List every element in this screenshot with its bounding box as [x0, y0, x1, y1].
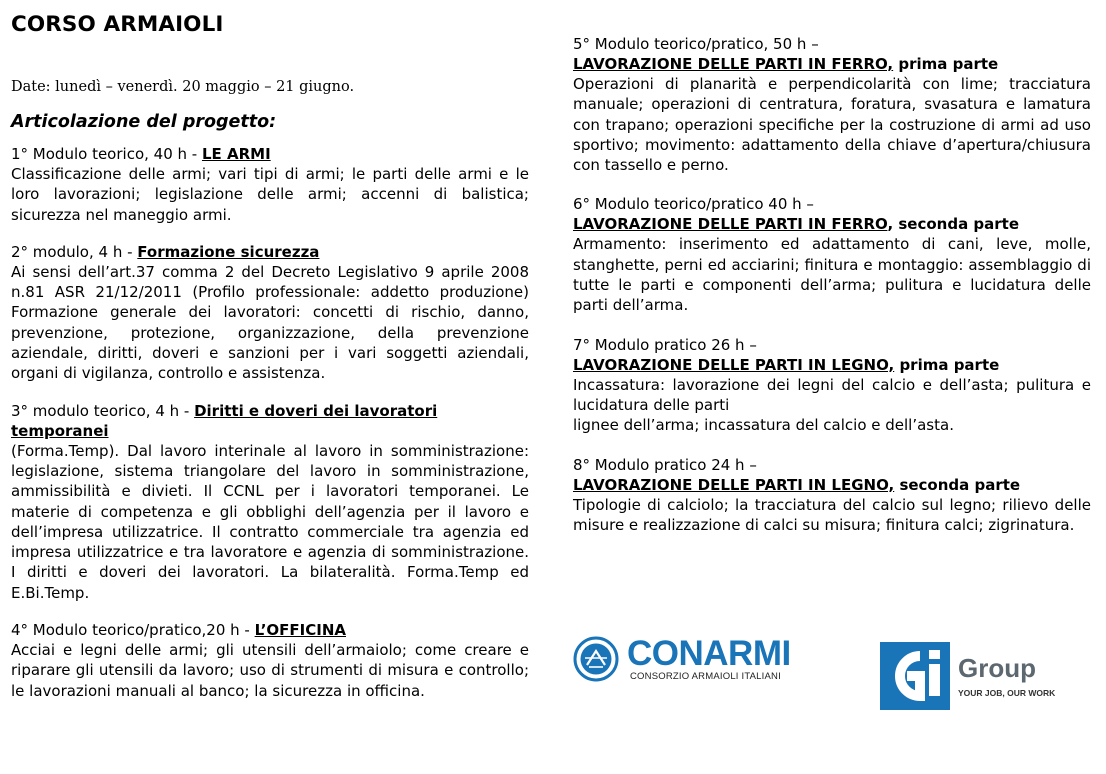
module-description: Tipologie di calciolo; la tracciatura del calcio sul legno; rilievo delle misure e realizzazione di calci su misura; finitura calci; zigrinatura.	[573, 495, 1091, 534]
module-label: 1° Modulo teorico, 40 h -	[11, 145, 202, 163]
conarmi-name: CONARMI	[627, 633, 791, 673]
module-label: 8° Modulo pratico 24 h –	[573, 455, 757, 474]
page-title: CORSO ARMAIOLI	[11, 12, 224, 37]
module-4	[11, 620, 529, 701]
module-label: 6° Modulo teorico/pratico 40 h –	[573, 195, 814, 214]
module-3	[11, 401, 529, 603]
right-column	[573, 34, 1091, 535]
module-8	[573, 455, 1091, 536]
module-description: Ai sensi dell’art.37 comma 2 del Decreto Legislativo 9 aprile 2008 n.81 ASR 21/12/2011 (Profilo professionale: addetto produzione) Formazione generale dei lavoratori: concetti di rischio, danno, prevenzione, protezione, organizzazione, della prevenzione aziendale, diritti, doveri e sanzioni per i vari soggetti aziendali, organi di vigilanza, controllo e assistenza.	[11, 262, 529, 383]
logos	[573, 633, 1093, 716]
gi-mark-icon	[880, 642, 950, 710]
course-dates: Date: lunedì – venerdì. 20 maggio – 21 giugno.	[11, 79, 355, 95]
gi-group-name: Group	[958, 653, 1036, 683]
module-7	[573, 335, 1091, 436]
module-part: seconda parte	[894, 475, 1021, 494]
conarmi-emblem-icon	[573, 636, 619, 682]
gi-group-slogan: YOUR JOB, OUR WORK	[958, 688, 1056, 698]
module-description: Armamento: inserimento ed adattamento di cani, leve, molle, stanghette, perni ed acciarini; finitura e montaggio: assemblaggio di tutte le parti e componenti dell’arma; pulitura e lucidatura delle parti dell’arma.	[573, 235, 1091, 315]
module-title: Diritti e doveri dei lavoratori temporanei	[11, 401, 438, 440]
module-title: Formazione sicurezza	[137, 242, 320, 261]
module-description: Incassatura: lavorazione dei legni del calcio e dell’asta; pulitura e lucidatura delle parti	[573, 375, 1091, 414]
module-label: 3° modulo teorico, 4 h -	[11, 401, 195, 420]
module-1	[11, 144, 529, 225]
module-title: LAVORAZIONE DELLE PARTI IN LEGNO,	[573, 475, 895, 494]
module-description-continued: lignee dell’arma; incassatura del calcio e dell’asta.	[573, 416, 954, 435]
module-label: 5° Modulo teorico/pratico, 50 h –	[573, 35, 819, 53]
module-title: LAVORAZIONE DELLE PARTI IN FERRO,	[573, 55, 894, 73]
module-2	[11, 242, 529, 384]
module-title: LAVORAZIONE DELLE PARTI IN LEGNO,	[573, 355, 895, 374]
module-title: LAVORAZIONE DELLE PARTI IN FERRO	[573, 215, 888, 234]
module-label: 4° Modulo teorico/pratico,20 h -	[11, 621, 255, 640]
gi-group-logo	[880, 642, 1055, 710]
module-part: prima parte	[893, 55, 999, 73]
module-description: Classificazione delle armi; vari tipi di armi; le parti delle armi e le loro lavorazioni; legislazione delle armi; accenni di balistica; sicurezza nel maneggio armi.	[11, 165, 529, 224]
module-part: , seconda parte	[887, 215, 1020, 234]
section-heading: Articolazione del progetto:	[11, 112, 277, 132]
module-description: Operazioni di planarità e perpendicolarità con lime; tracciatura manuale; operazioni di centratura, foratura, svasatura e lamatura con trapano; operazioni specifiche per la costruzione di armi ad uso sportivo; movimento: adattamento della chiave d’apertura/chiusura con tassello e perno.	[573, 75, 1091, 175]
module-6	[573, 194, 1091, 315]
left-column	[11, 12, 529, 701]
conarmi-logo	[573, 633, 791, 682]
module-description: (Forma.Temp). Dal lavoro interinale al lavoro in somministrazione: legislazione, sistema triangolare del lavoro in somministrazione, ammissibilità e divieti. Il CCNL per i lavoratori temporanei. Le materie di competenza e gli obblighi dell’agenzia per il lavoro e dell’impresa utilizzatrice. Il contratto commerciale tra agenzia ed impresa utilizzatrice e tra lavoratore e agenzia di somministrazione. I diritti e doveri dei lavoratori. La bilateralità. Forma.Temp ed E.Bi.Temp.	[11, 441, 529, 602]
module-description: Acciai e legni delle armi; gli utensili dell’armaiolo; come creare e riparare gli utensili da lavoro; uso di strumenti di misura e controllo; le lavorazioni manuali al banco; la sicurezza in officina.	[11, 641, 529, 700]
module-label: 7° Modulo pratico 26 h –	[573, 335, 757, 354]
module-part: prima parte	[894, 355, 1000, 374]
conarmi-subtitle: CONSORZIO ARMAIOLI ITALIANI	[630, 670, 781, 682]
module-title: LE ARMI	[201, 145, 271, 163]
module-title: L’OFFICINA	[254, 621, 346, 640]
module-label: 2° modulo, 4 h -	[11, 242, 138, 261]
module-5	[573, 34, 1091, 175]
